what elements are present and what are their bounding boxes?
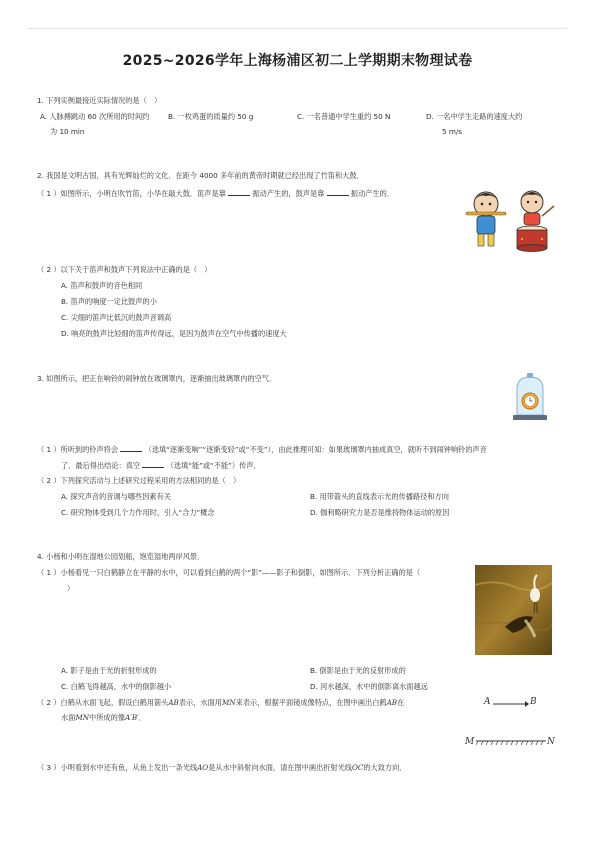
q4-part2-d: 在	[397, 698, 405, 707]
label-m: M	[465, 737, 475, 747]
q4-part2-mn: MN	[221, 698, 236, 707]
q3-part1-b: （选填“逐渐变响”“逐渐变轻”或“不变”），由此推理可知：如果玻璃罩内抽成真空，就听不到闹钟响铃的声音	[144, 445, 487, 454]
q4-part3-c: 的大致方向．	[363, 763, 407, 772]
q2-blank-1[interactable]	[228, 188, 250, 196]
q1-option-a-cont: 为 10 min	[50, 127, 85, 136]
q3-part1-c: 了．最后得出结论：真空	[61, 461, 141, 470]
q1-option-d-cont: 5 m/s	[442, 127, 463, 136]
water-surface-mn	[476, 739, 546, 747]
q4-part1-option-d[interactable]: D. 河水越深，水中的倒影离水面越远	[310, 682, 428, 691]
q4-part3-ao: AO	[197, 763, 209, 772]
q2-part1-pre: （ 1 ）如图所示，小明在吹竹笛，小华在敲大鼓．笛声是靠	[37, 189, 226, 198]
q4-part3	[37, 763, 407, 772]
q4-part3-oc: OC	[351, 763, 364, 772]
q3-part2-option-a[interactable]: A. 探究声音的音调与哪些因素有关	[61, 492, 171, 501]
q2-part2-stem: （ 2 ）以下关于笛声和鼓声下列说法中正确的是（ ）	[37, 265, 212, 274]
q4-part2-line1	[37, 698, 404, 707]
q4-part1-stem: （ 1 ）小杨看见一只白鹤静立在平静的水中，可以看到白鹤的两个“影”——影子和倒影，如图所示．下列分析正确的是（	[37, 568, 421, 577]
q3-part2-option-c[interactable]: C. 研究物体受到几个力作用时，引入“合力”概念	[61, 508, 215, 517]
q2-blank-2[interactable]	[327, 188, 349, 196]
q4-part2-ab-2: AB	[386, 698, 398, 707]
q1-option-c[interactable]: C. 一名普通中学生重约 50 N	[297, 112, 391, 121]
q1-stem: 1. 下列实例最接近实际情况的是（ ）	[37, 96, 162, 105]
q4-part1-option-a[interactable]: A. 影子是由于光的折射形成的	[61, 666, 157, 675]
q4-part3-b: 是从水中斜射向水面，请在图中画出折射光线	[208, 763, 352, 772]
q2-part2-option-a[interactable]: A. 笛声和鼓声的音色相同	[61, 281, 143, 290]
q3-part2-option-d[interactable]: D. 伽利略研究力是否是维持物体运动的原因	[310, 508, 450, 517]
q3-part2-stem: （ 2 ）下列探究活动与上述研究过程采用的方法相同的是（ ）	[37, 476, 241, 485]
q2-part2-option-d[interactable]: D. 响亮的鼓声比轻细的笛声传得远，是因为鼓声在空气中传播的速度大	[61, 329, 287, 338]
q1-option-a[interactable]: A. 人脉搏跳动 60 次所用的时间约	[40, 112, 150, 121]
flute-drum-illustration	[462, 188, 560, 252]
label-b: B	[530, 697, 537, 707]
q4-part2-line2	[61, 713, 146, 722]
q3-stem: 3. 如图所示，把正在响铃的闹钟放在玻璃罩内，逐渐抽出玻璃罩内的空气．	[37, 374, 277, 383]
q3-part1-a: （ 1 ）所听到的铃声将会	[37, 445, 119, 454]
q4-part2-ab: AB	[168, 698, 179, 707]
arrow-ab	[492, 699, 530, 709]
q2-stem: 2. 我国是文明古国，具有光辉灿烂的文化．在距今 4000 多年前的黄帝时期就已经出现了竹笛和大鼓．	[37, 171, 364, 180]
q3-part1-line2	[61, 460, 261, 470]
top-divider	[28, 28, 567, 29]
q1-option-d[interactable]: D. 一名中学生走路的速度大约	[426, 112, 523, 121]
q4-part2-e: 水面	[61, 713, 76, 722]
label-n: N	[547, 737, 555, 747]
q1-option-b[interactable]: B. 一枚鸡蛋的质量约 50 g	[168, 112, 254, 121]
q2-part1-mid: 振动产生的，鼓声是靠	[252, 189, 325, 198]
q2-part1-post: 振动产生的．	[350, 189, 395, 198]
bell-jar-illustration	[511, 373, 549, 421]
q3-part2-option-b[interactable]: B. 用带箭头的直线表示光的传播路径和方向	[310, 492, 449, 501]
q4-part2-c: 来表示，根据平面镜成像特点，在图中画出白鹤	[235, 698, 387, 707]
q4-part2-mn-2: MN	[75, 713, 90, 722]
q3-blank-1[interactable]	[120, 444, 142, 452]
q4-part2-g: ．	[138, 713, 146, 722]
q3-blank-2[interactable]	[142, 460, 164, 468]
q4-part1-option-b[interactable]: B. 倒影是由于光的反射形成的	[310, 666, 406, 675]
page-title: 2025~2026学年上海杨浦区初二上学期期末物理试卷	[122, 53, 473, 69]
q4-part2-a: （ 2 ）白鹤从水面飞起，假设白鹤用箭头	[37, 698, 169, 707]
q4-part2-b: 表示，水面用	[178, 698, 222, 707]
q4-part1-option-c[interactable]: C. 白鹤飞得越高，水中的倒影越小	[61, 682, 172, 691]
q3-part1-d: （选填“能”或“不能”）传声．	[166, 461, 261, 470]
heron-photo	[475, 565, 552, 655]
q4-stem: 4. 小杨和小明在湿地公园划船，饱览湿地两岸风景．	[37, 552, 205, 561]
q4-part1-stem-close: ）	[67, 584, 75, 593]
q4-part2-f: 中所成的像	[89, 713, 125, 722]
label-a: A	[484, 697, 491, 707]
q3-part1-line1	[37, 444, 487, 454]
q2-part2-option-b[interactable]: B. 笛声的响度一定比鼓声的小	[61, 297, 157, 306]
q2-part2-option-c[interactable]: C. 尖细的笛声比低沉的鼓声音调高	[61, 313, 172, 322]
q4-part3-a: （ 3 ）小明看到水中还有鱼，从鱼上发出一条光线	[37, 763, 198, 772]
q4-part2-image-label: A′B′	[125, 713, 139, 722]
q2-part1	[37, 188, 394, 198]
